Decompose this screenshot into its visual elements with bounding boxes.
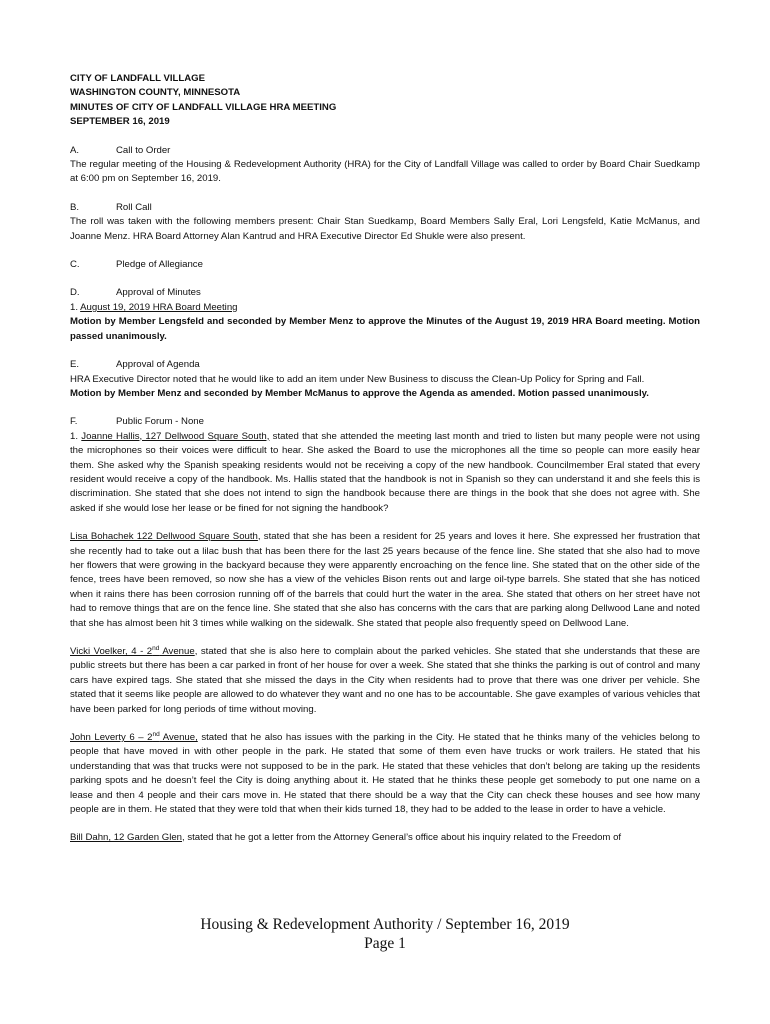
motion-text: Motion by Member Lengsfeld and seconded by Member Menz to approve the Minutes of the August 19, 2019 HRA Board meeting. Motion passed unanimously. [70,316,700,342]
comment-text: , stated that she has been a resident for 25 years and loves it here. She expressed her frustration that she recently had to take out a lilac bush that has been there for the last 25 years because of the fence line. She stated that she also had to move her flowers that were growing in the backyard because they were apparently encroaching on the fence line. She stated that on the other side of the fence, trees have been removed, so now she has a view of the vehicles Bison rents out and large oil-type barrels. She stated that she has noticed when it rains there has been corrosion running off of the barrels that could hurt the water in the area. She stated that others on her street have not had to remove things that are on the fence line. She stated that she also has concerns with the cars that are parking along Dellwood Lane and noted that she has almost been hit 3 times while walking on the sidewalk. She stated that people also frequently speed on Dellwood Lane. [70,531,700,629]
comment-text: , stated that he got a letter from the Attorney General’s office about his inquiry related to the Freedom of [182,832,622,844]
item-number: 1. [70,430,79,442]
motion-text: Motion by Member Menz and seconded by Member McManus to approve the Agenda as amended. Motion passed unanimously. [70,387,649,399]
section-letter: F. [70,416,78,428]
speaker-name: John Leverty 6 – 2nd Avenue, [70,730,198,744]
public-comment [70,645,700,717]
speaker-name: Lisa Bohachek 122 Dellwood Square South [70,531,258,543]
speaker-name: Vicki Voelker, 4 - 2nd Avenue [70,644,195,657]
section-letter: A. [70,144,80,156]
footer-title: Housing & Redevelopment Authority / September 16, 2019 [200,916,570,933]
public-comment [70,430,700,516]
section-letter: B. [70,201,80,213]
public-comment [70,831,700,845]
section-letter: D. [70,287,80,299]
section-title: Roll Call [116,201,152,213]
section-letter: C. [70,259,80,271]
section-approval-of-minutes [70,286,700,344]
section-text: The roll was taken with the following members present: Chair Stan Suedkamp, Board Members Sally Eral, Lori Lengsfeld, Katie McManus, and Joanne Menz. HRA Board Attorney Alan Kantrud and HRA Executive Director Ed Shukle were also present. [70,216,700,242]
comment-text: stated that she attended the meeting last month and tried to listen but many people were not using the microphones so their voices were difficult to hear. She asked the Board to use the microphones all the time so people can more easily hear them. She asked why the Spanish speaking residents would not be receiving a copy of the new handbook. Councilmember Eral stated that every resident would receive a copy of the handbook. Ms. Hallis stated that the handbook is not in Spanish so they can understand it and she feels this is discrimination. She stated that she does not intend to sign the handbook because there are things in the book that she does not agree with. She asked if she would lose her lease or be fined for not signing the handbook? [70,430,700,514]
section-title: Approval of Minutes [116,287,201,299]
comment-text: stated that he also has issues with the parking in the City. He stated that he thinks many of the vehicles belong to people that have moved in with other people in the park. He stated that some of them even have trucks or work trailers. He stated that his understanding that was that trucks were not supposed to be in the park. He stated that these vehicles that don’t belong are taking up the residents parking spots and he doesn’t feel the City is doing anything about it. He stated that he thinks these people get somebody to put one name on a lease and then 4 people and their cars move in. He stated that there should be a way that the City can check these houses and see how many people are in them. He stated that they were told that when their kids turned 18, they had to be added to the lease in order to have a vehicle. [70,732,701,816]
section-title: Public Forum - None [116,416,204,428]
section-letter: E. [70,359,80,371]
section-call-to-order [70,144,700,187]
section-public-forum [70,415,700,846]
section-title: Call to Order [116,144,171,156]
section-approval-of-agenda [70,358,700,401]
section-title: Pledge of Allegiance [116,259,203,271]
section-pledge [70,258,700,272]
page-footer [0,915,770,953]
section-title: Approval of Agenda [116,359,200,371]
comment-text: , stated that she is also here to complain about the parked vehicles. She stated that she understands that these are public streets but there has been a car parked in front of her house for over a week. She stated that she thinks the parking is out of control and many cars have expired tags. She stated that she missed the days in the City when residents had to prove that there was one driver per vehicle. She stated that it seems like people are allowed to do whatever they want and no one has to be accountable. She gave examples of various vehicles that have been parked for long periods of time without moving. [70,646,700,715]
header-meeting-title: MINUTES OF CITY OF LANDFALL VILLAGE HRA MEETING [70,101,337,113]
header-county: WASHINGTON COUNTY, MINNESOTA [70,87,241,99]
speaker-name: Bill Dahn, 12 Garden Glen [70,832,182,844]
minutes-page [70,72,700,846]
section-roll-call [70,201,700,244]
section-text: The regular meeting of the Housing & Redevelopment Authority (HRA) for the City of Landfall Village was called to order by Board Chair Suedkamp at 6:00 pm on September 16, 2019. [70,159,700,185]
public-comment [70,530,700,631]
page-number: Page 1 [364,935,406,952]
document-header [70,72,700,130]
header-date: SEPTEMBER 16, 2019 [70,116,170,128]
speaker-name: Joanne Hallis, 127 Dellwood Square South, [81,430,270,442]
header-city: CITY OF LANDFALL VILLAGE [70,73,206,84]
minutes-link[interactable]: August 19, 2019 HRA Board Meeting [80,301,238,313]
section-text: HRA Executive Director noted that he would like to add an item under New Business to discuss the Clean-Up Policy for Spring and Fall. [70,373,645,385]
public-comment [70,731,700,817]
item-number: 1. [70,301,79,313]
